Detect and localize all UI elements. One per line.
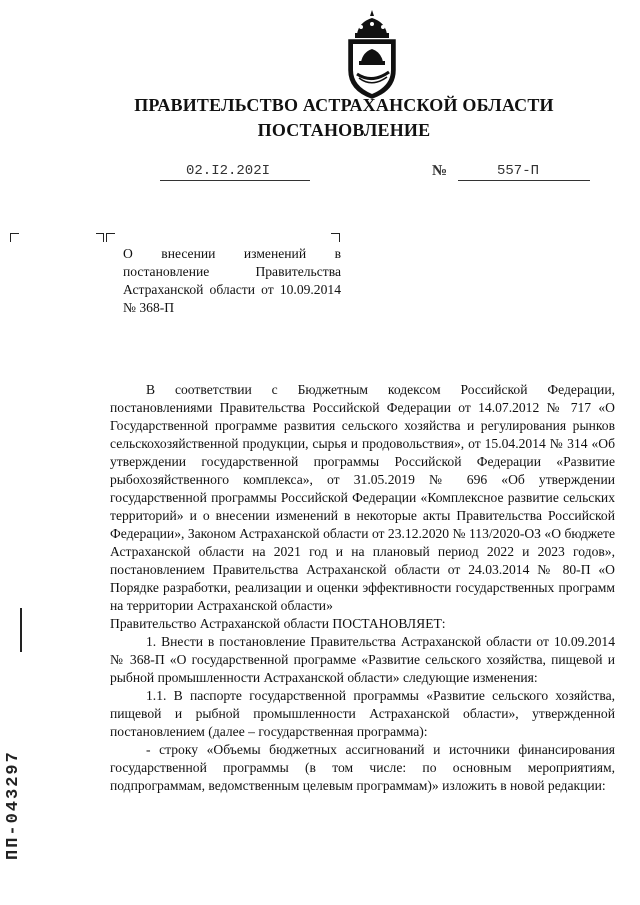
margin-bar [20,608,22,652]
number-underline [458,180,590,181]
corner-bracket [106,233,115,242]
number-sign: № [432,163,448,179]
body-paragraph: 1.1. В паспорте государственной программы «Развитие сельского хозяйства, пищевой и рыбной промышленности Астраханской области», утвержденной постановлением (далее – государственная программа): [110,688,615,739]
corner-bracket [10,233,19,242]
body-paragraph: В соответствии с Бюджетным кодексом Российской Федерации, постановлениями Правительства Российской Федерации от 14.07.2012 № 717 «О Государственной программе развития сельского хозяйства и регулирования рынков сельскохозяйственной продукции, сырья и продовольствия», от 15.04.2014 № 314 «Об утверждении государственной программы Российской Федерации «Развитие рыбохозяйственного комплекса», от 31.05.2019 № 696 «Об утверждении государственной программы Российской Федерации «Комплексное развитие сельских территорий» и о внесении изменений в некоторые акты Правительства Российской Федерации», Законом Астраханской области от 23.12.2020 № 113/2020-ОЗ «О бюджете Астраханской области на 2021 год и на плановый период 2022 и 2023 годов», постановлением Правительства Астраханской области от 24.03.2014 № 80-П «О Порядке разработки, реализации и оценки эффективности государственных программ на территории Астраханской области» [110,382,615,613]
document-subject: О внесении изменений в постановление Правительства Астраханской области от 10.09.2014 № 368-П [123,246,341,315]
corner-bracket [96,233,104,242]
document-number: 557-П [497,163,540,179]
corner-bracket [331,233,340,242]
body-paragraph: 1. Внести в постановление Правительства Астраханской области от 10.09.2014 № 368-П «О государственной программе «Развитие сельского хозяйства, пищевой и рыбной промышленности Астраханской области» следующие изменения: [110,634,615,685]
document-type: ПОСТАНОВЛЕНИЕ [257,120,431,140]
body-paragraph: - строку «Объемы бюджетных ассигнований и источники финансирования государственной программы (в том числе: по основным мероприятиям, подпрограммам, ведомственным целевым программам)» изложить в новой редакции: [110,742,615,793]
government-title: ПРАВИТЕЛЬСТВО АСТРАХАНСКОЙ ОБЛАСТИ [134,95,554,115]
document-body [110,381,615,795]
sidebar-code: ПП-043297 [4,750,23,860]
date-underline [160,180,310,181]
body-paragraph: Правительство Астраханской области ПОСТАНОВЛЯЕТ: [110,616,446,631]
document-date: 02.I2.202I [186,163,271,179]
coat-of-arms-emblem [337,8,407,100]
